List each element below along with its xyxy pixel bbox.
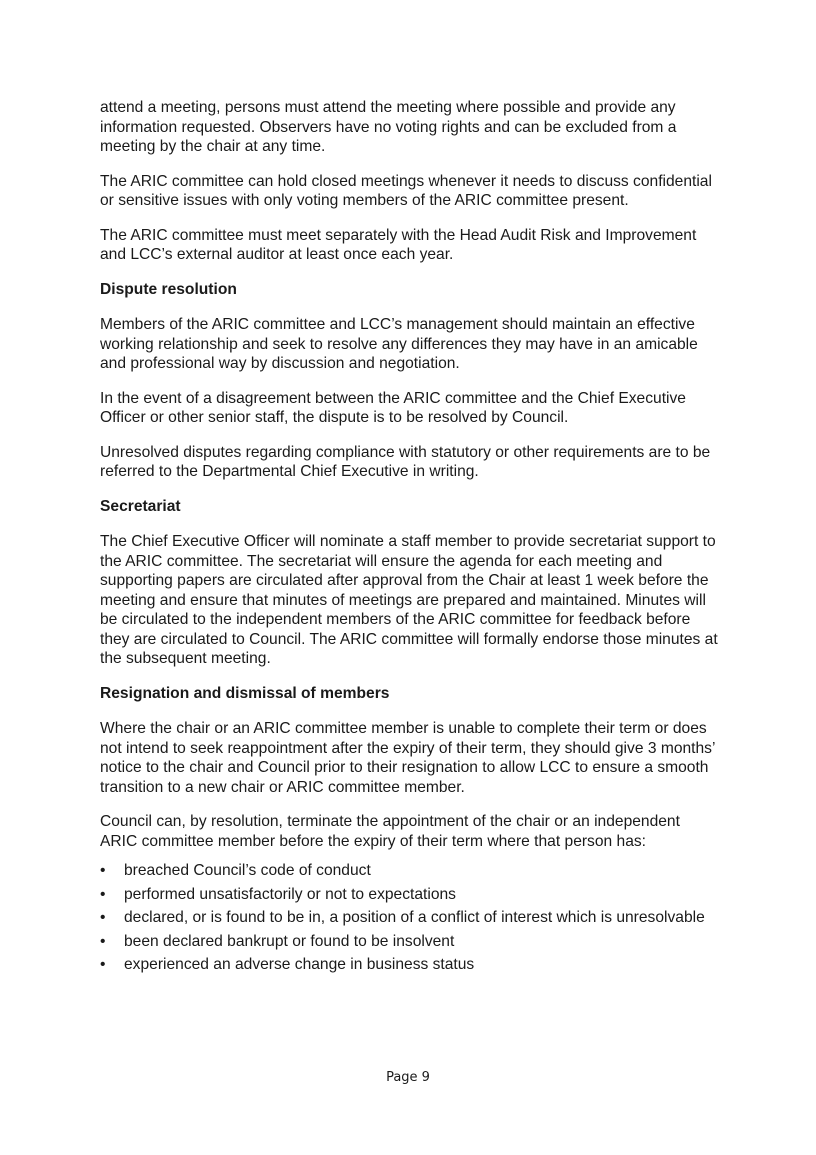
section-heading-secretariat: Secretariat [100,497,181,515]
page-number: Page 9 [386,1070,430,1085]
paragraph: Members of the ARIC committee and LCC’s management should maintain an effective working relationship and seek to resolve any differences they may have in an amicable and professional way by discussion and negotiation. [100,316,698,372]
bullet-icon: • [100,862,106,879]
section-heading-dispute-resolution: Dispute resolution [100,280,237,298]
paragraph: In the event of a disagreement between the ARIC committee and the Chief Executive Officer or other senior staff, the dispute is to be resolved by Council. [100,389,686,426]
list-item [100,908,720,928]
paragraph: attend a meeting, persons must attend the meeting where possible and provide any information requested. Observers have no voting rights and can be excluded from a meeting by the chair at any time. [100,99,677,155]
bullet-icon: • [100,932,106,950]
bullet-icon: • [100,885,106,903]
paragraph: The Chief Executive Officer will nominate a staff member to provide secretariat support to the ARIC committee. The secretariat will ensure the agenda for each meeting and supporting papers are circulated after approval from the Chair at least 1 week before the meeting and ensure that minutes of meetings are prepared and maintained. Minutes will be circulated to the independent members of the ARIC committee for feedback before they are circulated to Council. The ARIC committee will formally endorse those minutes at the subsequent meeting. [100,533,718,667]
list-item-text: experienced an adverse change in business status [124,956,475,973]
document-body [100,98,720,979]
paragraph: The ARIC committee must meet separately with the Head Audit Risk and Improvement and LCC’s external auditor at least once each year. [100,226,697,263]
paragraph: The ARIC committee can hold closed meetings whenever it needs to discuss confidential or sensitive issues with only voting members of the ARIC committee present. [100,172,712,209]
paragraph: Where the chair or an ARIC committee member is unable to complete their term or does not intend to seek reappointment after the expiry of their term, they should give 3 months’ notice to the chair and Council prior to their resignation to allow LCC to ensure a smooth transition to a new chair or ARIC committee member. [100,720,715,796]
list-item [100,885,720,905]
list-item-text: declared, or is found to be in, a position of a conflict of interest which is unresolvable [124,909,705,926]
section-heading-resignation: Resignation and dismissal of members [100,684,390,702]
list-item-text: been declared bankrupt or found to be insolvent [124,932,455,950]
bullet-icon: • [100,956,106,973]
list-item-text: breached Council’s code of conduct [124,862,371,879]
list-item-text: performed unsatisfactorily or not to expectations [124,885,456,903]
paragraph: Council can, by resolution, terminate the appointment of the chair or an independent ARIC committee member before the expiry of their term where that person has: [100,813,680,850]
paragraph: Unresolved disputes regarding compliance with statutory or other requirements are to be referred to the Departmental Chief Executive in writing. [100,443,711,480]
bullet-icon: • [100,909,106,926]
termination-reasons-list [100,861,720,975]
list-item [100,861,720,881]
list-item [100,955,720,975]
list-item [100,932,720,952]
